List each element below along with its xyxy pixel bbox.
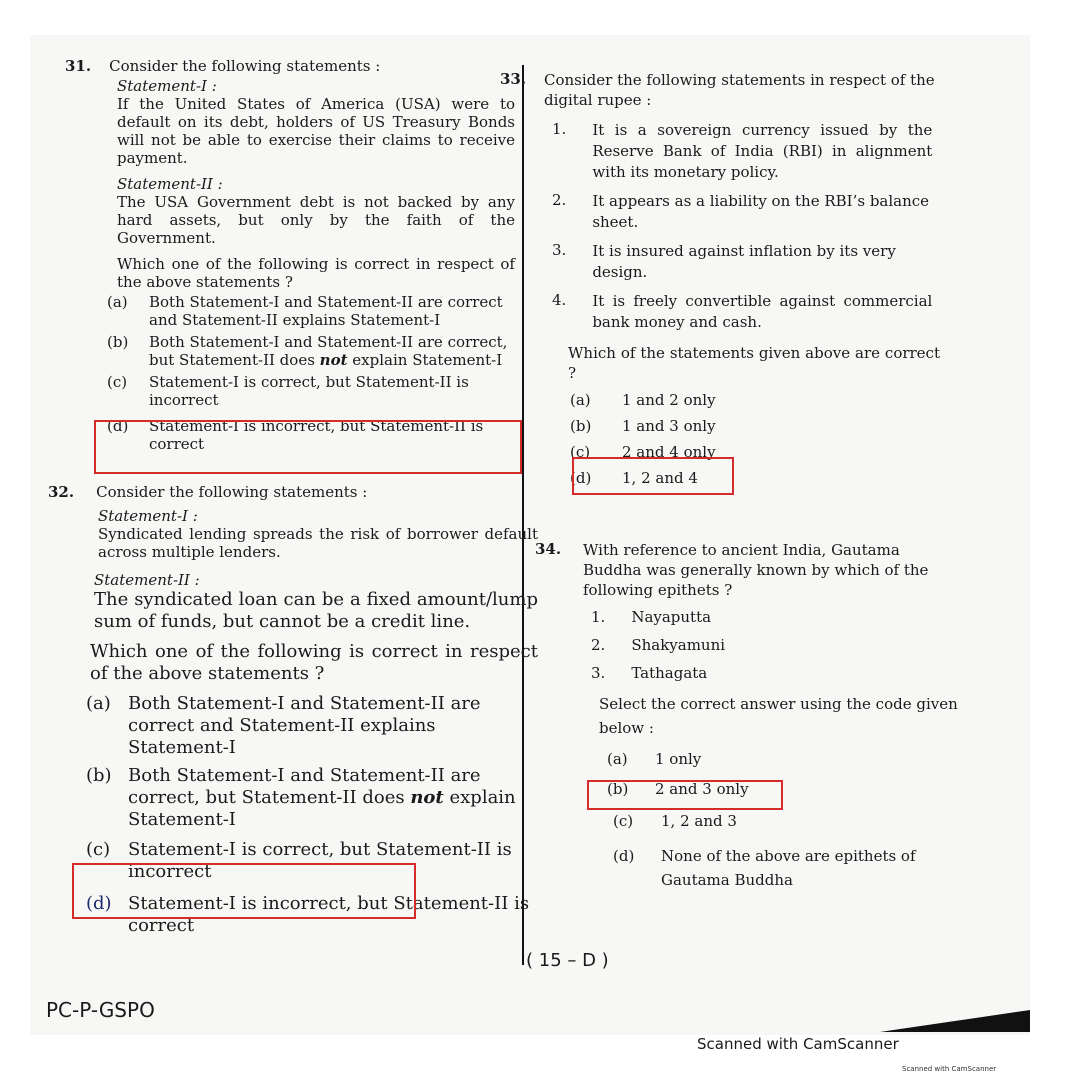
option-b[interactable]	[86, 765, 538, 831]
scanner-watermark-small: Scanned with CamScanner	[902, 1065, 997, 1073]
item-number: 1.	[591, 608, 606, 626]
question-prompt: Which one of the following is correct in respect of the above statements ?	[90, 641, 538, 684]
statement-1-label: Statement-I :	[117, 77, 217, 95]
statement-item	[552, 120, 950, 183]
statement-item	[552, 291, 950, 333]
option-b[interactable]	[107, 333, 515, 369]
item-text: It is freely convertible against commercial bank money and cash.	[592, 292, 933, 331]
option-a[interactable]	[570, 391, 950, 409]
option-text: Both Statement-I and Statement-II are correct, but Statement-II does	[149, 333, 508, 369]
option-key: (a)	[570, 391, 591, 409]
option-text: 1 and 3 only	[622, 417, 716, 435]
item-text: It is insured against inflation by its very design.	[592, 242, 896, 281]
statement-2-text: The USA Government debt is not backed by any hard assets, but only by the faith of the Government.	[117, 193, 515, 247]
question-number: 34.	[535, 540, 562, 558]
option-text-tail: explain Statement-I	[347, 351, 503, 369]
option-key: (b)	[86, 765, 112, 786]
option-key: (a)	[86, 693, 111, 714]
option-text: 1 only	[655, 750, 702, 768]
epithet-item	[591, 664, 975, 682]
item-number: 3.	[552, 241, 567, 259]
option-text: Both Statement-I and Statement-II are correct and Statement-II explains Statement-I	[149, 293, 503, 329]
question-33	[500, 70, 950, 487]
question-prompt: Which of the statements given above are correct ?	[568, 344, 940, 382]
item-number: 1.	[552, 120, 567, 138]
answer-highlight-q32	[72, 863, 416, 919]
statement-1-label: Statement-I :	[98, 507, 198, 525]
option-key: (c)	[613, 812, 634, 830]
option-key: (a)	[607, 750, 628, 768]
option-text: Both Statement-I and Statement-II are correct and Statement-II explains Statement-I	[128, 693, 481, 758]
option-key: (b)	[607, 780, 629, 798]
item-number: 3.	[591, 664, 606, 682]
option-key: (b)	[107, 333, 129, 351]
statement-2-label: Statement-II :	[94, 571, 200, 589]
option-key: (a)	[107, 293, 128, 311]
item-number: 2.	[552, 191, 567, 209]
scanner-watermark: Scanned with CamScanner	[697, 1035, 899, 1053]
option-text-emphasis: not	[410, 787, 444, 808]
option-text: Both Statement-I and Statement-II are correct, but Statement-II does	[128, 765, 481, 808]
epithet-item	[591, 608, 975, 626]
question-number: 32.	[48, 483, 75, 501]
option-a[interactable]	[607, 750, 975, 768]
question-stem: Consider the following statements in respect of the digital rupee :	[544, 71, 935, 109]
option-key: (c)	[570, 443, 591, 461]
option-text: 1 and 2 only	[622, 391, 716, 409]
epithet-item	[591, 636, 975, 654]
question-prompt: Select the correct answer using the code given below :	[599, 695, 958, 737]
option-text: 1, 2 and 4	[622, 469, 698, 487]
question-stem: Consider the following statements :	[96, 483, 368, 501]
item-number: 4.	[552, 291, 567, 309]
question-number: 31.	[65, 57, 92, 75]
item-text: Tathagata	[631, 664, 708, 682]
option-key: (c)	[86, 839, 111, 860]
option-text: Statement-I is incorrect, but Statement-II is correct	[128, 893, 530, 936]
option-key: (d)	[107, 417, 129, 435]
statement-2-text: The syndicated loan can be a fixed amount/lump sum of funds, but cannot be a credit line.	[94, 589, 538, 632]
option-d[interactable]	[613, 844, 943, 892]
statement-1-text: Syndicated lending spreads the risk of borrower default across multiple lenders.	[98, 525, 538, 561]
option-c[interactable]	[107, 373, 515, 409]
option-text: Statement-I is correct, but Statement-II is incorrect	[149, 373, 469, 409]
item-text: Nayaputta	[631, 608, 712, 626]
option-c[interactable]	[613, 812, 975, 830]
item-number: 2.	[591, 636, 606, 654]
option-key: (c)	[107, 373, 128, 391]
option-text: 1, 2 and 3	[661, 812, 737, 830]
question-prompt: Which one of the following is correct in respect of the above statements ?	[117, 255, 515, 291]
question-stem: Consider the following statements :	[109, 57, 381, 75]
statement-1-text: If the United States of America (USA) were to default on its debt, holders of US Treasury Bonds will not be able to exercise their claims to receive payment.	[117, 95, 515, 167]
paper-code: PC-P-GSPO	[46, 998, 155, 1022]
statement-item	[552, 191, 950, 233]
answer-highlight-q31	[94, 420, 522, 474]
option-key: (d)	[570, 469, 592, 487]
option-key: (b)	[570, 417, 592, 435]
option-text-tail: explain Statement-I	[128, 787, 516, 830]
statement-item	[552, 241, 950, 283]
option-a[interactable]	[107, 293, 515, 329]
statement-2-label: Statement-II :	[117, 175, 223, 193]
option-text: Statement-I is incorrect, but Statement-II is correct	[149, 417, 484, 453]
item-text: It is a sovereign currency issued by the Reserve Bank of India (RBI) in alignment with its monetary policy.	[592, 121, 933, 181]
shadow-wedge	[880, 1010, 1030, 1032]
scanned-page	[30, 35, 1030, 1035]
page-edge-shadow	[880, 1010, 1030, 1034]
question-34	[535, 540, 975, 892]
answer-highlight-q33	[572, 457, 734, 495]
question-number: 33.	[500, 70, 527, 88]
option-text: Statement-I is correct, but Statement-II is incorrect	[128, 839, 512, 882]
option-text: 2 and 3 only	[655, 780, 749, 798]
item-text: Shakyamuni	[631, 636, 726, 654]
page-number: ( 15 – D )	[526, 950, 609, 971]
question-31	[65, 57, 515, 453]
answer-highlight-q34	[587, 780, 783, 810]
question-stem: With reference to ancient India, Gautama Buddha was generally known by which of the following epithets ?	[583, 541, 929, 599]
option-text: None of the above are epithets of Gautama Buddha	[661, 847, 916, 889]
item-text: It appears as a liability on the RBI’s balance sheet.	[592, 192, 930, 231]
option-key: (d)	[613, 847, 635, 865]
option-a[interactable]	[86, 693, 538, 759]
option-b[interactable]	[570, 417, 950, 435]
option-key: (d)	[86, 893, 112, 914]
option-text: 2 and 4 only	[622, 443, 716, 461]
option-text-emphasis: not	[319, 351, 348, 369]
